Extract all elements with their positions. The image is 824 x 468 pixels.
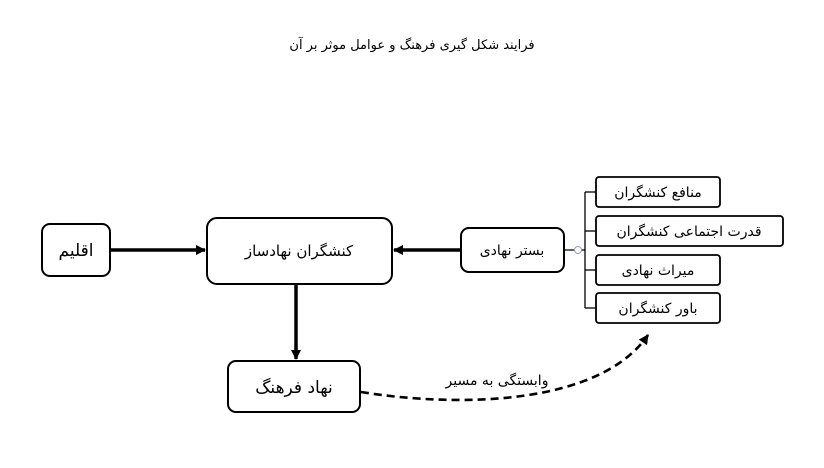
actors-social-power-label: قدرت اجتماعی کنشگران [616,224,762,240]
institutional-context-label: بستر نهادی [479,243,545,259]
climate-label: اقلیم [58,241,94,261]
bracket-junction [575,247,582,254]
actors-belief-label: باور کنشگران [618,301,698,317]
diagram-title: فرایند شکل گیری فرهنگ و عوامل موثر بر آن [289,38,535,53]
arrow-path-dependency [361,335,648,400]
cultural-institution-label: نهاد فرهنگ [255,378,333,398]
actors-interests-label: منافع کنشگران [614,185,702,201]
institutional-heritage-label: میراث نهادی [621,263,695,279]
path-dependency-label: وابستگی به مسیر [445,373,549,389]
institutionalizing-actors-label: کنشگران نهادساز [244,242,354,260]
